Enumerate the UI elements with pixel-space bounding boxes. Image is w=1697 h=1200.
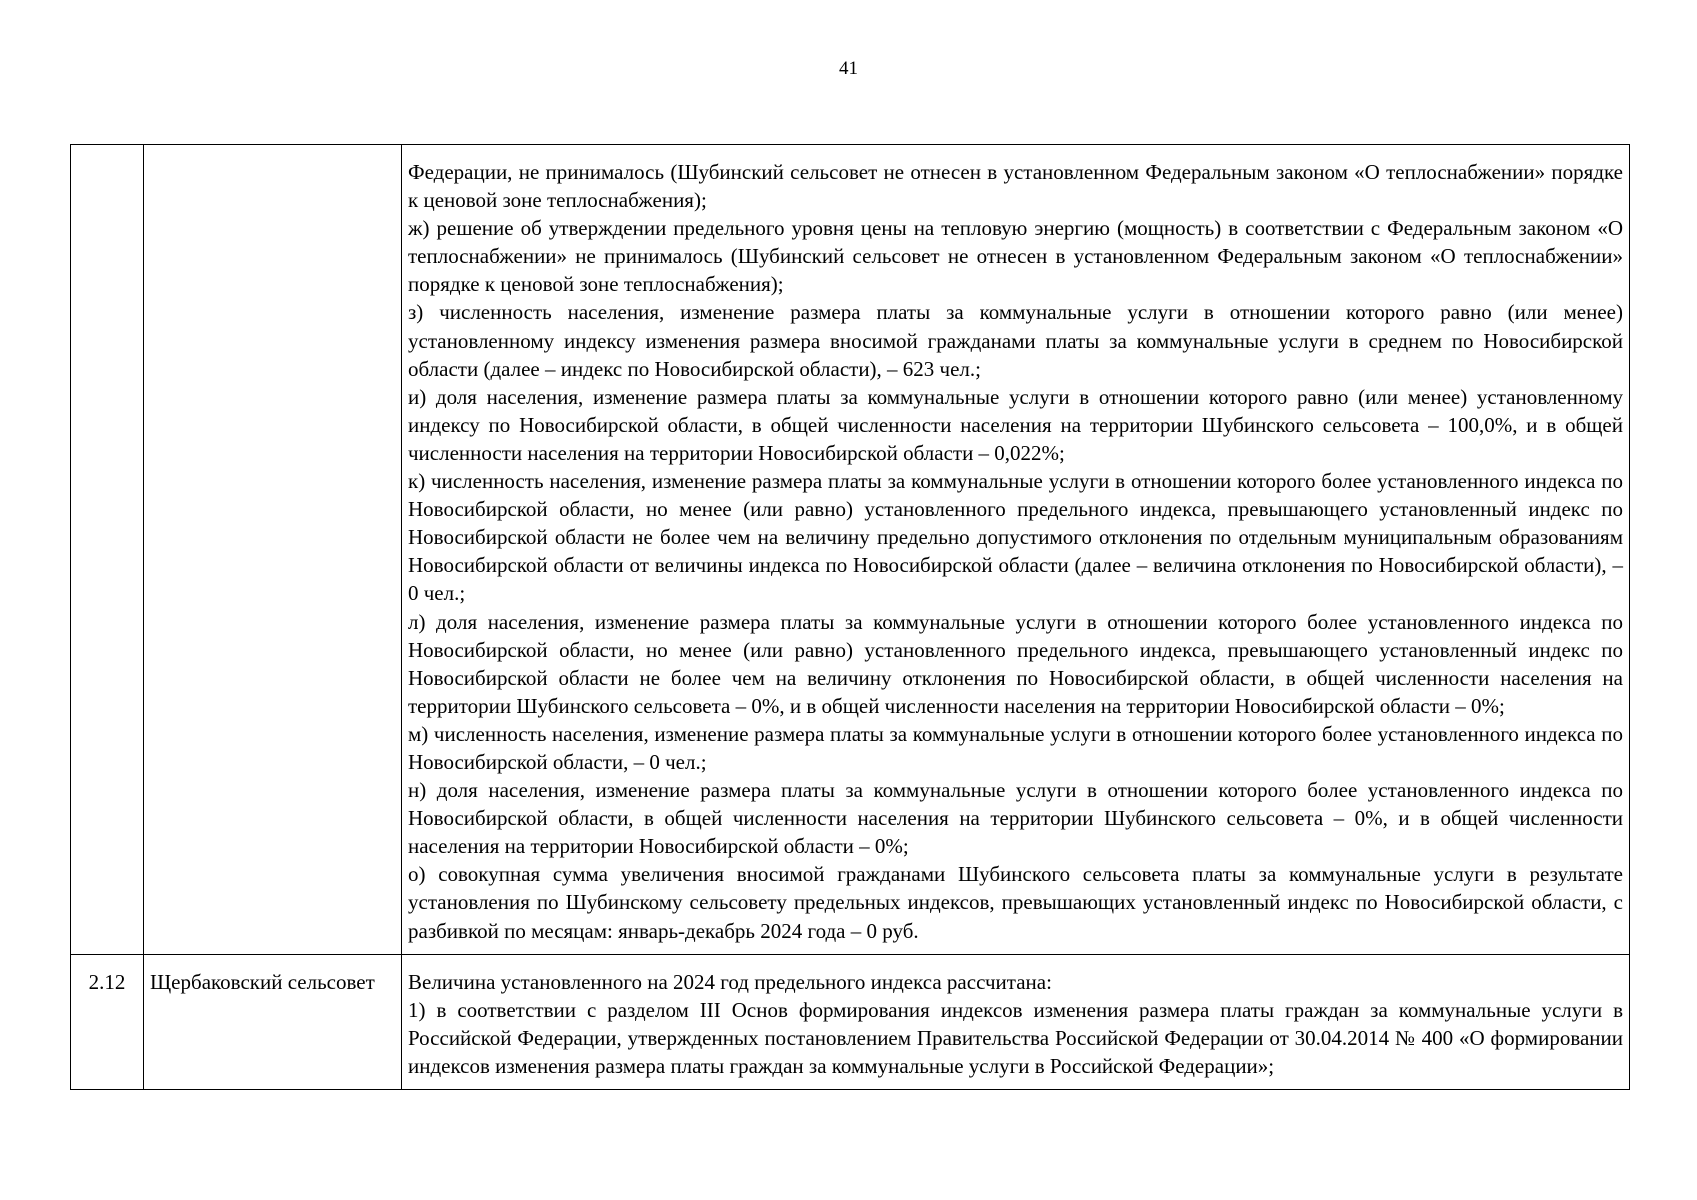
paragraph: и) доля населения, изменение размера платы за коммунальные услуги в отношении которого равно (или менее) установленному индексу по Новосибирской области, в общей численности населения на территории Шубинского сельсовета – 100,0%, и в общей численности населения на территории Новосибирской области – 0,022%; — [408, 384, 1623, 465]
page-number: 41 — [839, 58, 858, 79]
paragraph: н) доля населения, изменение размера платы за коммунальные услуги в отношении которого более установленного индекса по Новосибирской области, в общей численности населения на территории Шубинского сельсовета – 0%, и в общей численности населения на территории Новосибирской области – 0%; — [408, 778, 1623, 859]
paragraph: о) совокупная сумма увеличения вносимой гражданами Шубинского сельсовета платы за коммунальные услуги в результате установления по Шубинскому сельсовету предельных индексов, превышающих установленный индекс по Новосибирской области, с разбивкой по месяцам: январь-декабрь 2024 года – 0 руб. — [408, 862, 1623, 943]
row-number-cell: 2.12 — [71, 954, 144, 1089]
paragraph: Федерации, не принималось (Шубинский сельсовет не отнесен в установленном Федеральным законом «О теплоснабжении» порядке к ценовой зоне теплоснабжения); — [408, 160, 1623, 213]
paragraph: л) доля населения, изменение размера платы за коммунальные услуги в отношении которого более установленного индекса по Новосибирской области, но менее (или равно) установленного предельного индекса, превышающего установленный индекс по Новосибирской области не более чем на величину отклонения по Новосибирской области, в общей численности населения на территории Шубинского сельсовета – 0%, и в общей численности населения на территории Новосибирской области – 0%; — [408, 609, 1623, 718]
paragraph: з) численность населения, изменение размера платы за коммунальные услуги в отношении которого равно (или менее) установленному индексу изменения размера вносимой гражданами платы за коммунальные услуги в среднем по Новосибирской области (далее – индекс по Новосибирской области), – 623 чел.; — [408, 300, 1623, 381]
row-number-cell — [71, 145, 144, 955]
paragraph: 1) в соответствии с разделом III Основ формирования индексов изменения размера платы граждан за коммунальные услуги в Российской Федерации, утвержденных постановлением Правительства Российской Федерации от 30.04.2014 № 400 «О формировании индексов изменения размера платы граждан за коммунальные услуги в Российской Федерации»; — [408, 997, 1623, 1078]
description-cell — [402, 145, 1630, 955]
table-row — [71, 954, 1630, 1089]
municipality-name-cell: Щербаковский сельсовет — [144, 954, 402, 1089]
municipality-name-cell — [144, 145, 402, 955]
paragraph: Величина установленного на 2024 год предельного индекса рассчитана: — [408, 969, 1052, 994]
table-row — [71, 145, 1630, 955]
paragraph: м) численность населения, изменение размера платы за коммунальные услуги в отношении которого более установленного индекса по Новосибирской области, – 0 чел.; — [408, 721, 1623, 774]
paragraph: к) численность населения, изменение размера платы за коммунальные услуги в отношении которого более установленного индекса по Новосибирской области, но менее (или равно) установленного предельного индекса, превышающего установленный индекс по Новосибирской области не более чем на величину предельно допустимого отклонения по отдельным муниципальным образованиям Новосибирской области от величины индекса по Новосибирской области (далее – величина отклонения по Новосибирской области), – 0 чел.; — [408, 469, 1623, 606]
municipality-index-table — [70, 144, 1630, 1090]
description-cell — [402, 954, 1630, 1089]
paragraph: ж) решение об утверждении предельного уровня цены на тепловую энергию (мощность) в соответствии с Федеральным законом «О теплоснабжении» не принималось (Шубинский сельсовет не отнесен в установленном Федеральным законом «О теплоснабжении» порядке к ценовой зоне теплоснабжения); — [408, 216, 1623, 297]
